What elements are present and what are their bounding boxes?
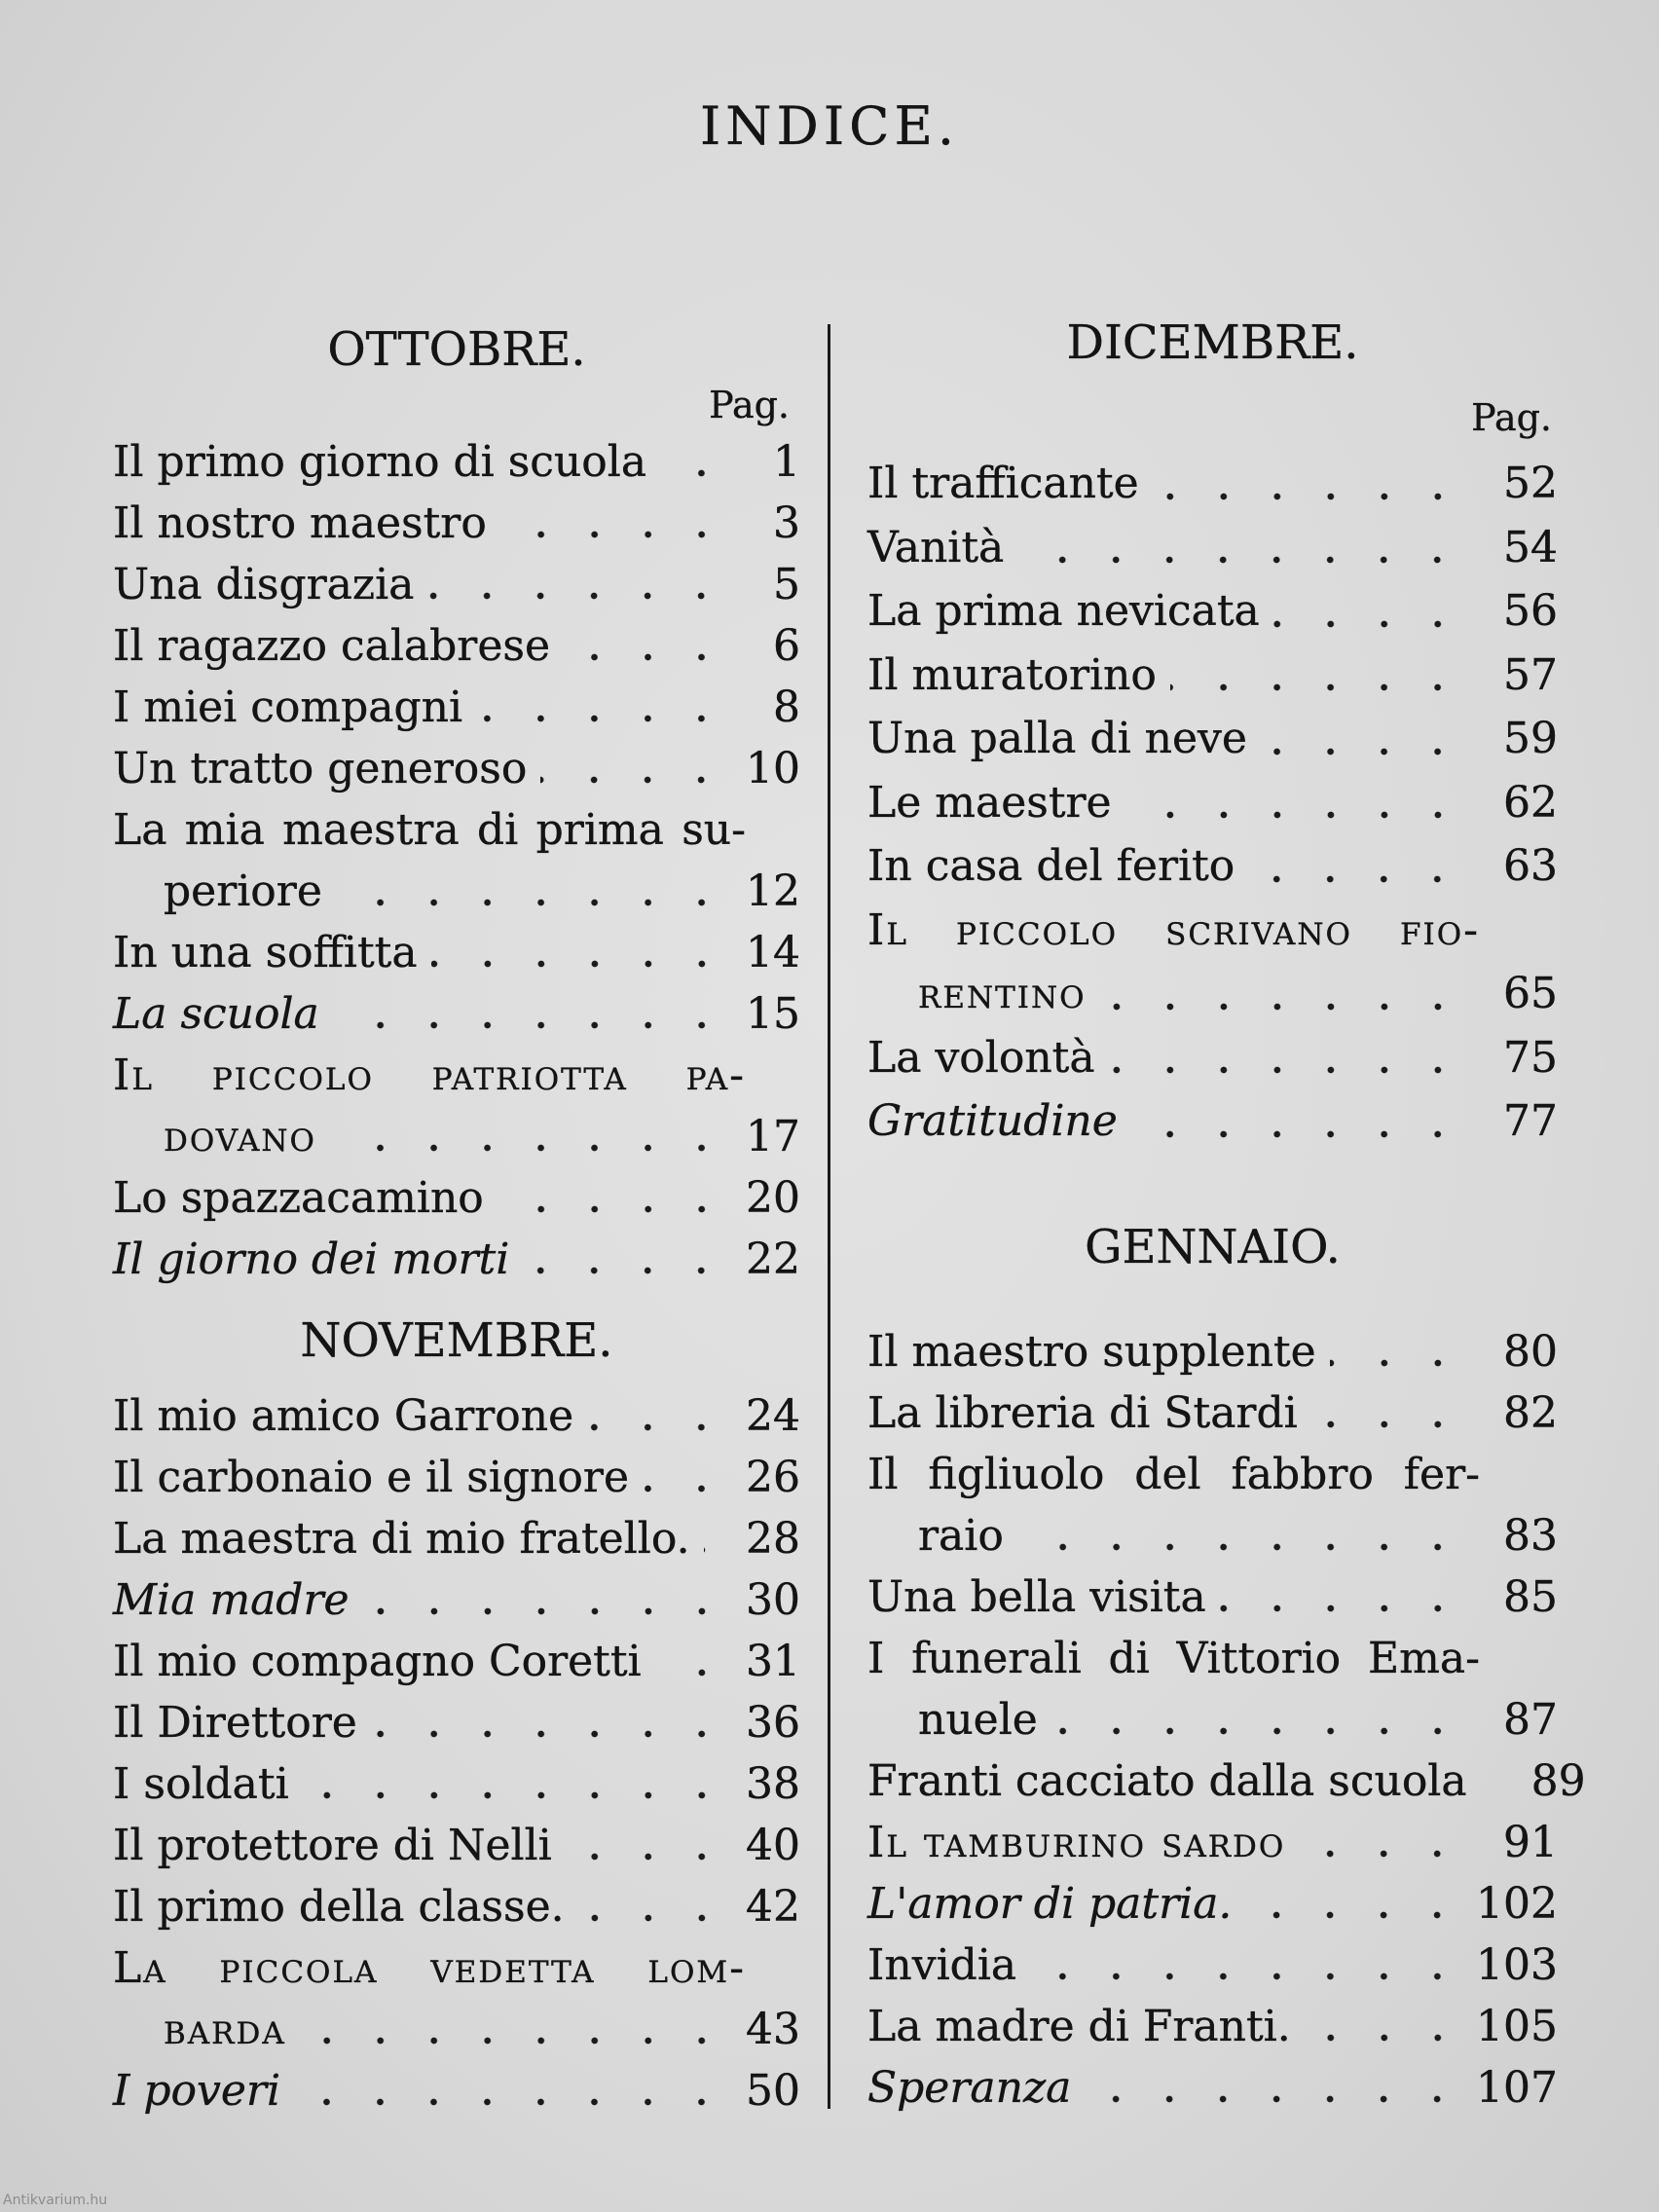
index-entry <box>867 2057 1558 2119</box>
entry-row <box>867 1026 1558 1090</box>
entry-title: La volontà <box>867 1032 1095 1083</box>
leader-dots <box>363 1569 728 1631</box>
entry-title-continuation: raio <box>918 1510 1004 1561</box>
entry-title: Il Direttore <box>113 1698 357 1748</box>
entry-title: Il giorno dei morti <box>113 1235 510 1284</box>
entry-title-continuation: periore <box>164 866 322 916</box>
entry-title: Il tamburino sardo <box>867 1817 1286 1867</box>
index-entry <box>113 1815 800 1876</box>
index-entry <box>113 493 800 554</box>
entry-title-continuation: nuele <box>918 1694 1038 1745</box>
leader-dots <box>566 1815 728 1876</box>
entry-row <box>867 1935 1558 1996</box>
index-entry <box>867 1628 1558 1751</box>
entry-row <box>867 1089 1558 1154</box>
index-entry <box>867 644 1558 708</box>
column-divider <box>828 324 830 2109</box>
page-title: INDICE. <box>699 95 960 157</box>
index-entry <box>113 1569 800 1631</box>
entry-row <box>113 431 800 493</box>
leader-dots <box>1220 1567 1464 1628</box>
page-number: 6 <box>773 621 800 671</box>
entry-title: Un tratto generoso <box>113 744 528 793</box>
entry-row <box>867 1567 1558 1628</box>
page-number: 85 <box>1503 1571 1558 1622</box>
leader-dots <box>1085 2057 1464 2119</box>
leader-dots <box>1311 1382 1464 1444</box>
index-entry <box>867 1382 1558 1444</box>
leader-dots <box>498 1167 728 1229</box>
month-section <box>867 1214 1586 2119</box>
entry-row <box>113 1385 800 1447</box>
entry-title: Franti cacciato dalla scuola <box>867 1755 1467 1806</box>
left-column <box>113 316 800 2121</box>
page-number: 20 <box>746 1173 800 1223</box>
entry-title: Speranza <box>867 2062 1072 2113</box>
leader-dots <box>704 1508 728 1569</box>
leader-dots <box>333 983 728 1045</box>
index-entry <box>867 1321 1558 1382</box>
entry-title: I poveri <box>113 2066 281 2116</box>
entry-row <box>113 861 800 922</box>
entry-title: La madre di Franti. <box>867 2001 1291 2051</box>
page-number: 82 <box>1503 1387 1558 1438</box>
index-entry <box>113 677 800 738</box>
index-entry <box>867 1089 1558 1154</box>
month-heading: NOVEMBRE. <box>300 1313 613 1368</box>
entry-row <box>113 554 800 615</box>
index-entry <box>113 738 800 799</box>
entry-row <box>867 771 1558 835</box>
entry-row <box>113 983 800 1045</box>
entry-title-continuation: rentino <box>918 969 1087 1018</box>
month-heading: DICEMBRE. <box>1066 315 1359 370</box>
leader-dots <box>1153 452 1464 516</box>
leader-dots <box>587 1385 728 1447</box>
page-number: 12 <box>746 866 800 916</box>
leader-dots <box>1017 516 1464 580</box>
page-number: 62 <box>1503 777 1558 828</box>
page-number: 36 <box>746 1698 800 1748</box>
leader-dots <box>643 1447 728 1508</box>
page-number: 91 <box>1503 1817 1558 1867</box>
entry-row <box>113 922 800 983</box>
entry-title-continuation: barda <box>164 2005 286 2054</box>
index-entry <box>867 1873 1558 1935</box>
entry-row <box>113 1631 800 1692</box>
page-number: 42 <box>746 1882 800 1932</box>
entry-title: L'amor di patria. <box>867 1878 1233 1929</box>
entry-title: La libreria di Stardi <box>867 1387 1298 1438</box>
page-number: 30 <box>746 1575 800 1625</box>
entry-row <box>113 1167 800 1229</box>
entry-title: Il carbonaio e il signore <box>113 1453 629 1502</box>
entry-title: Il ragazzo calabrese <box>113 621 550 671</box>
entry-list <box>867 1321 1586 2119</box>
page-number: 80 <box>1503 1326 1558 1377</box>
leader-dots <box>540 738 728 799</box>
entry-title: La maestra di mio fratello. <box>113 1514 690 1564</box>
entry-row <box>867 1321 1558 1382</box>
entry-title: Le maestre <box>867 777 1112 828</box>
leader-dots <box>476 677 728 738</box>
leader-dots <box>1481 1751 1493 1812</box>
right-column <box>867 310 1586 2119</box>
leader-dots <box>1109 1026 1464 1090</box>
index-entry <box>867 1935 1558 1996</box>
entry-row <box>867 1996 1558 2057</box>
entry-row <box>113 1876 800 1937</box>
page-number: 87 <box>1503 1694 1558 1745</box>
index-entry <box>867 1812 1558 1873</box>
page-number: 8 <box>773 682 800 732</box>
entry-title-line: La piccola vedetta lom- <box>113 1943 746 1993</box>
page-number: 1 <box>773 437 800 487</box>
index-entry <box>113 983 800 1045</box>
entry-title: Il primo giorno di scuola <box>113 437 647 487</box>
entry-row <box>867 1751 1586 1812</box>
entry-row <box>113 493 800 554</box>
entry-row <box>113 615 800 677</box>
entry-title: Vanità <box>867 522 1005 572</box>
page-number: 89 <box>1530 1755 1586 1806</box>
page-number: 28 <box>746 1514 800 1564</box>
index-entry <box>867 579 1558 644</box>
entry-title: Il protettore di Nelli <box>113 1821 552 1870</box>
entry-title-line: Il piccolo patriotta pa- <box>113 1051 746 1100</box>
page-number: 52 <box>1503 459 1558 508</box>
entry-title-line: Il figliuolo del fabbro fer- <box>867 1449 1480 1499</box>
entry-row <box>867 644 1558 708</box>
page-number: 50 <box>746 2066 800 2116</box>
entry-title: In casa del ferito <box>867 841 1235 891</box>
index-entry <box>113 431 800 493</box>
index-entry <box>867 707 1558 771</box>
leader-dots <box>1273 579 1464 644</box>
index-entry <box>867 1026 1558 1090</box>
page-number: 26 <box>746 1453 800 1502</box>
page-number: 17 <box>746 1112 800 1161</box>
page-number: 65 <box>1503 969 1558 1018</box>
leader-dots <box>1299 1812 1464 1873</box>
entry-title: Il nostro maestro <box>113 498 487 548</box>
leader-dots <box>655 1631 728 1692</box>
entry-title: Il muratorino <box>867 649 1157 700</box>
entry-row <box>867 1812 1558 1873</box>
entry-title: Il mio amico Garrone <box>113 1391 574 1441</box>
leader-dots <box>1170 644 1464 708</box>
index-entry <box>113 1692 800 1753</box>
leader-dots <box>1125 771 1464 835</box>
leader-dots <box>1100 962 1464 1026</box>
leader-dots <box>427 554 728 615</box>
page-number: 24 <box>746 1391 800 1441</box>
index-entry <box>113 615 800 677</box>
index-entry <box>113 922 800 983</box>
entry-title-line: La mia maestra di prima su- <box>113 805 746 855</box>
entry-row <box>113 677 800 738</box>
index-entry <box>867 899 1558 1026</box>
entry-title: Il maestro supplente <box>867 1326 1316 1377</box>
entry-row <box>867 707 1558 771</box>
entry-row <box>113 738 800 799</box>
page-number: 57 <box>1503 649 1558 700</box>
page-column-label: Pag. <box>709 384 790 426</box>
entry-row <box>113 1569 800 1631</box>
index-entry <box>113 1753 800 1815</box>
entry-title-line: Il piccolo scrivano fio- <box>867 904 1480 955</box>
leader-dots <box>431 922 728 983</box>
page-number: 22 <box>746 1235 800 1284</box>
entry-row <box>113 1106 800 1167</box>
page-number: 43 <box>746 2005 800 2054</box>
leader-dots <box>330 1106 728 1167</box>
page-number: 14 <box>746 928 800 977</box>
leader-dots <box>303 1753 728 1815</box>
entry-title: Una palla di neve <box>867 714 1247 763</box>
entry-row <box>867 516 1558 580</box>
page-number: 77 <box>1503 1096 1558 1146</box>
page-number: 5 <box>773 560 800 609</box>
page-number: 54 <box>1503 522 1558 572</box>
leader-dots <box>523 1229 728 1290</box>
page-number: 10 <box>746 744 800 793</box>
entry-title: I soldati <box>113 1759 289 1809</box>
leader-dots <box>1245 1873 1464 1935</box>
index-entry <box>113 554 800 615</box>
entry-row <box>867 1873 1558 1935</box>
entry-row <box>867 834 1558 899</box>
entry-row <box>867 1505 1558 1567</box>
leader-dots <box>1051 1689 1464 1751</box>
index-entry <box>867 1567 1558 1628</box>
leader-dots <box>1131 1089 1464 1154</box>
leader-dots <box>371 1692 728 1753</box>
index-entry <box>113 1631 800 1692</box>
month-section <box>867 310 1558 1154</box>
index-entry <box>867 452 1558 516</box>
entry-title: Una bella visita <box>867 1571 1206 1622</box>
leader-dots <box>500 493 728 554</box>
entry-row <box>113 1753 800 1815</box>
entry-row <box>867 452 1558 516</box>
entry-row <box>867 579 1558 644</box>
page-number: 83 <box>1503 1510 1558 1561</box>
entry-list <box>867 452 1558 1154</box>
leader-dots <box>1017 1505 1464 1567</box>
index-entry <box>113 1385 800 1447</box>
entry-title: Mia madre <box>113 1575 350 1625</box>
entry-row <box>113 1229 800 1290</box>
entry-row <box>113 1815 800 1876</box>
entry-row <box>113 1999 800 2060</box>
entry-title: La scuola <box>113 989 319 1039</box>
entry-title: Il primo della classe. <box>113 1882 565 1932</box>
index-entry <box>867 1751 1586 1812</box>
leader-dots <box>660 431 728 493</box>
index-entry <box>113 2060 800 2121</box>
page-number: 40 <box>746 1821 800 1870</box>
entry-title: Il trafficante <box>867 459 1139 508</box>
index-entry <box>867 1996 1558 2057</box>
entry-row <box>867 1689 1558 1751</box>
index-entry <box>113 1045 800 1167</box>
page-number: 102 <box>1476 1878 1558 1929</box>
leader-dots <box>1305 1996 1464 2057</box>
month-heading: GENNAIO. <box>1085 1219 1341 1274</box>
entry-title: Una disgrazia <box>113 560 415 609</box>
entry-title-line: I funerali di Vittorio Ema- <box>867 1633 1480 1683</box>
page-number: 38 <box>746 1759 800 1809</box>
leader-dots <box>1248 834 1464 899</box>
index-entry <box>113 1508 800 1569</box>
leader-dots <box>564 615 728 677</box>
entry-row <box>113 1508 800 1569</box>
index-entry <box>113 1447 800 1508</box>
index-entry <box>867 516 1558 580</box>
leader-dots <box>578 1876 728 1937</box>
leader-dots <box>1330 1321 1464 1382</box>
page-number: 103 <box>1476 1939 1558 1990</box>
page-column-label: Pag. <box>1471 396 1552 439</box>
index-entry <box>867 1444 1558 1567</box>
watermark: Antikvarium.hu <box>3 2193 108 2208</box>
page-number: 107 <box>1476 2062 1558 2113</box>
page-number: 31 <box>746 1637 800 1686</box>
index-entry <box>113 799 800 922</box>
page-number: 75 <box>1503 1032 1558 1083</box>
page-number: 59 <box>1503 714 1558 763</box>
page-number: 15 <box>746 989 800 1039</box>
page-number: 105 <box>1476 2001 1558 2051</box>
entry-title: Lo spazzacamino <box>113 1173 484 1223</box>
entry-title: Il mio compagno Coretti <box>113 1637 642 1686</box>
entry-list <box>113 1385 800 2121</box>
entry-row <box>113 2060 800 2121</box>
leader-dots <box>300 1999 728 2060</box>
page-number: 56 <box>1503 586 1558 636</box>
entry-title: Gratitudine <box>867 1096 1118 1146</box>
leader-dots <box>294 2060 728 2121</box>
entry-title: La prima nevicata <box>867 586 1260 636</box>
entry-row <box>867 962 1558 1026</box>
leader-dots <box>1261 707 1464 771</box>
entry-list <box>113 431 800 1290</box>
entry-title: In una soffitta <box>113 928 418 977</box>
entry-row <box>867 2057 1558 2119</box>
index-entry <box>867 771 1558 835</box>
month-section <box>113 1308 800 2121</box>
leader-dots <box>336 861 728 922</box>
index-entry <box>113 1167 800 1229</box>
leader-dots <box>1030 1935 1464 1996</box>
index-entry <box>113 1229 800 1290</box>
entry-title: Invidia <box>867 1939 1017 1990</box>
entry-title-continuation: dovano <box>164 1112 316 1161</box>
entry-row <box>113 1692 800 1753</box>
index-entry <box>867 834 1558 899</box>
entry-row <box>113 1447 800 1508</box>
month-heading: OTTOBRE. <box>327 322 586 377</box>
index-entry <box>113 1937 800 2060</box>
entry-title: I miei compagni <box>113 682 463 732</box>
page-number: 3 <box>773 498 800 548</box>
index-entry <box>113 1876 800 1937</box>
month-section <box>113 316 800 1290</box>
page-number: 63 <box>1503 841 1558 891</box>
entry-row <box>867 1382 1558 1444</box>
